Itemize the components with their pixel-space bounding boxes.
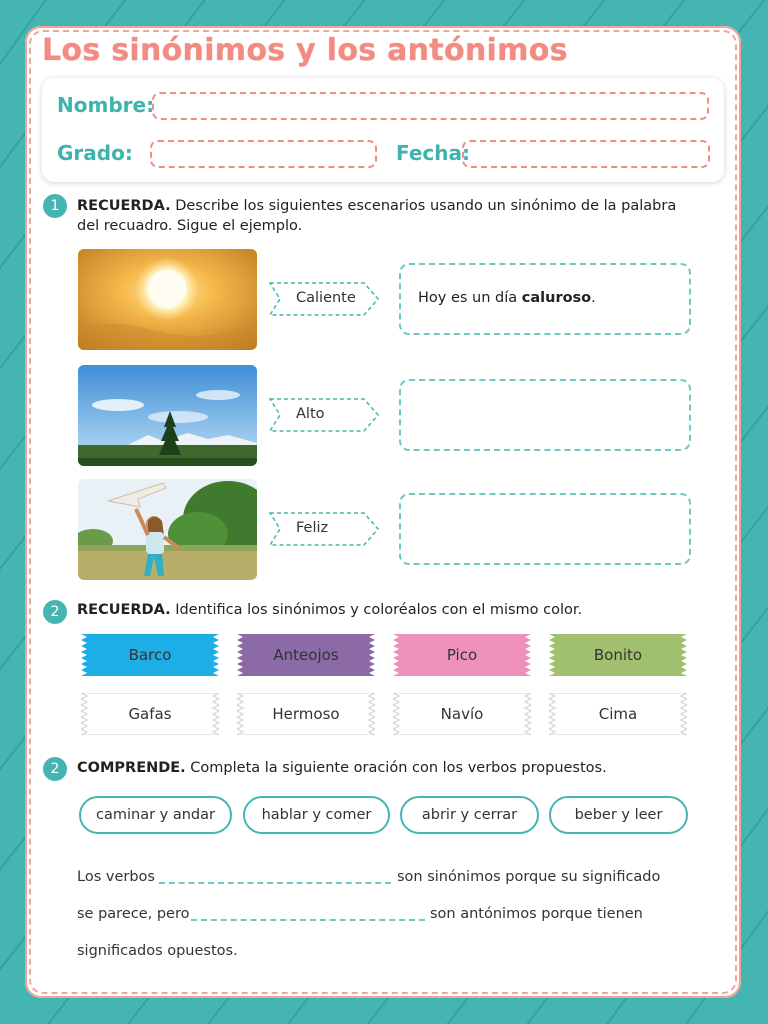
section-1-instructions <box>77 196 697 236</box>
blank-word-1[interactable] <box>81 693 219 735</box>
blank-line-2[interactable] <box>191 919 425 921</box>
section-1-text: Describe los siguientes escenarios usando un sinónimo de la palabra del recuadro. Sigue el ejemplo. <box>77 198 677 234</box>
colored-word-4 <box>549 634 687 676</box>
section-1-lead: RECUERDA. <box>77 198 171 214</box>
page-title: Los sinónimos y los antónimos <box>42 33 568 68</box>
answer-box-3[interactable] <box>399 493 691 565</box>
colored-word-label: Pico <box>446 646 478 664</box>
section-1-number: 1 <box>43 194 67 218</box>
colored-word-label: Bonito <box>593 646 643 664</box>
blank-word-2[interactable] <box>237 693 375 735</box>
blank-word-label: Cima <box>598 705 638 723</box>
sentence-line-2-end: son antónimos porque tienen <box>430 906 643 922</box>
blank-line-1[interactable] <box>159 882 391 884</box>
answer-box-2[interactable] <box>399 379 691 451</box>
colored-word-label: Barco <box>128 646 172 664</box>
blank-word-3[interactable] <box>393 693 531 735</box>
word-tag-feliz <box>268 512 380 546</box>
blank-word-label: Gafas <box>128 705 172 723</box>
example-answer: Hoy es un día caluroso. <box>418 290 596 306</box>
section-2-instructions: RECUERDA. Identifica los sinónimos y coloréalos con el mismo color. <box>77 602 583 618</box>
blank-word-4[interactable] <box>549 693 687 735</box>
word-tag-alto <box>268 398 380 432</box>
name-label: Nombre: <box>57 93 155 117</box>
verb-option-2[interactable]: hablar y comer <box>243 796 390 834</box>
date-label: Fecha: <box>396 141 471 165</box>
colored-word-2 <box>237 634 375 676</box>
verb-option-3[interactable]: abrir y cerrar <box>400 796 539 834</box>
word-tag-label: Caliente <box>296 290 356 306</box>
sentence-line-2-start: se parece, pero <box>77 906 190 922</box>
answer-box-1[interactable] <box>399 263 691 335</box>
word-tag-label: Alto <box>296 406 325 422</box>
name-field[interactable] <box>152 92 709 120</box>
date-field[interactable] <box>462 140 710 168</box>
grade-label: Grado: <box>57 141 133 165</box>
section-2-number: 2 <box>43 600 67 624</box>
blank-word-label: Hermoso <box>272 705 340 723</box>
blank-word-label: Navío <box>440 705 484 723</box>
colored-word-label: Anteojos <box>273 646 339 664</box>
tall-tree-photo <box>78 365 257 466</box>
section-3-instructions: COMPRENDE. Completa la siguiente oración con los verbos propuestos. <box>77 760 607 776</box>
verb-option-4[interactable]: beber y leer <box>549 796 688 834</box>
section-3-number: 2 <box>43 757 67 781</box>
sentence-line-3: significados opuestos. <box>77 943 238 959</box>
word-tag-caliente <box>268 282 380 316</box>
word-tag-label: Feliz <box>296 520 329 536</box>
grade-field[interactable] <box>150 140 377 168</box>
verb-option-1[interactable]: caminar y andar <box>79 796 232 834</box>
sun-photo <box>78 249 257 350</box>
colored-word-1 <box>81 634 219 676</box>
sentence-line-1-start: Los verbos <box>77 869 155 885</box>
happy-girl-photo <box>78 479 257 580</box>
colored-word-3 <box>393 634 531 676</box>
sentence-line-1-end: son sinónimos porque su significado <box>397 869 661 885</box>
